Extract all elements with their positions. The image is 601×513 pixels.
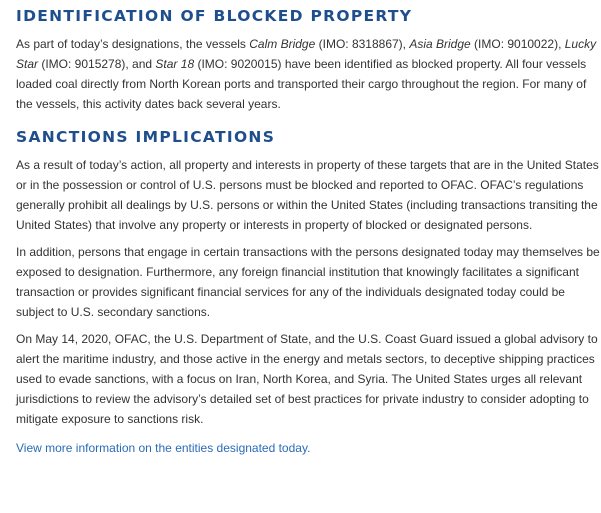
view-more-link[interactable]: View more information on the entities designated today. [16,441,311,455]
sanctions-paragraph-3: On May 14, 2020, OFAC, the U.S. Department of State, and the U.S. Coast Guard issued a global advisory to alert the maritime industry, and those active in the energy and metals sectors, to deceptive shipping practices used to evade sanctions, with a focus on Iran, North Korea, and Syria. The United States urges all relevant jurisdictions to review the advisory’s detailed set of best practices for private industry to consider adopting to mitigate exposure to sanctions risk. [16,332,598,426]
text: (IMO: 8318867), [315,37,410,51]
sanctions-paragraph-2: In addition, persons that engage in certain transactions with the persons designated today may themselves be exposed to designation. Furthermore, any foreign financial institution that knowingly facilitates a significant transaction or provides significant financial services for any of the individuals designated today could be subject to U.S. secondary sanctions. [16,245,600,319]
sanctions-paragraph-1: As a result of today’s action, all property and interests in property of these targets that are in the United States or in the possession or control of U.S. persons must be blocked and reported to OFAC. OFAC’s regulations generally prohibit all dealings by U.S. persons or within the United States (including transactions transiting the United States) that involve any property or interests in property of blocked or designated persons. [16,158,599,232]
text: As part of today’s designations, the vessels [16,37,250,51]
text: (IMO: 9015278), and [38,57,156,71]
vessel-name: Star 18 [155,57,195,71]
vessel-name: Lucky Star [16,37,597,71]
text: (IMO: 9020015) have been identified as blocked property. All four vessels loaded coal directly from North Korean ports and transported their cargo throughout the region. For many of the vessels, this activity dates back several years. [16,57,587,111]
section-heading-sanctions-implications: SANCTIONS IMPLICATIONS [16,128,276,146]
vessel-name: Calm Bridge [249,37,316,51]
vessel-name: Asia Bridge [409,37,471,51]
section-heading-blocked-property: IDENTIFICATION OF BLOCKED PROPERTY [16,7,413,25]
text: (IMO: 9010022), [470,37,565,51]
blocked-property-paragraph [16,34,601,114]
